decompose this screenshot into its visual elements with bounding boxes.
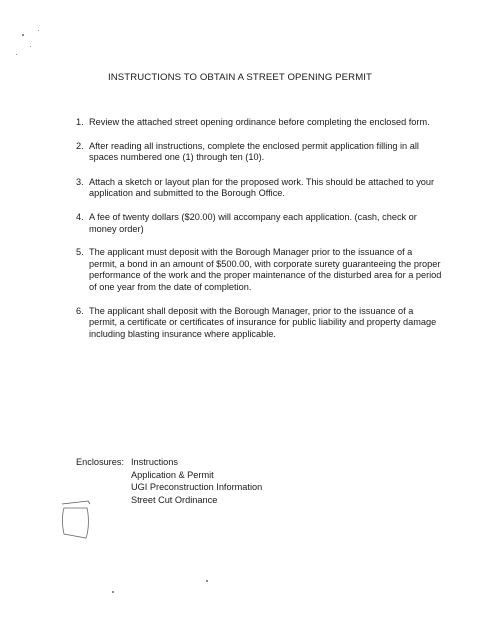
enclosures-block: [76, 456, 262, 506]
enclosures-list: [131, 456, 262, 506]
instruction-number: 5.: [76, 247, 84, 258]
instruction-item: [76, 306, 442, 341]
enclosure-item: UGI Preconstruction Information: [131, 482, 263, 493]
instruction-number: 2.: [76, 140, 84, 151]
instruction-text: Attach a sketch or layout plan for the proposed work. This should be attached to your application and submitted to the Borough Office.: [89, 176, 435, 199]
scan-speck: [30, 46, 31, 47]
scan-speck: [16, 54, 17, 55]
enclosures-label: Enclosures:: [76, 457, 125, 467]
enclosure-item: Street Cut Ordinance: [131, 494, 218, 505]
instruction-text: After reading all instructions, complete the enclosed permit application filling in all spaces numbered one (1) through ten (10).: [89, 140, 419, 163]
enclosure-item: Application & Permit: [131, 469, 214, 480]
instruction-item: [76, 247, 442, 293]
instruction-number: 3.: [76, 176, 84, 187]
instruction-item: [76, 177, 442, 200]
instruction-item: [76, 212, 442, 235]
instruction-number: 1.: [76, 117, 84, 127]
instruction-text: Review the attached street opening ordinance before completing the enclosed form.: [89, 117, 430, 127]
margin-bracket-mark: [58, 494, 98, 544]
instruction-number: 6.: [76, 305, 84, 316]
scan-speck: [22, 34, 24, 36]
instruction-number: 4.: [76, 211, 84, 222]
instruction-item: [76, 141, 442, 164]
scan-speck: [38, 30, 39, 31]
scan-speck: [206, 580, 208, 582]
scan-speck: [112, 591, 114, 593]
instruction-text: The applicant shall deposit with the Borough Manager, prior to the issuance of a permit, a certificate or certificates of insurance for public liability and property damage including blasting insurance where applicable.: [89, 305, 437, 339]
instruction-text: The applicant must deposit with the Borough Manager prior to the issuance of a permit, a bond in an amount of $500.00, with corporate surety guaranteeing the proper performance of the work and the proper maintenance of the disturbed area for a period of one year from the date of completion.: [89, 247, 442, 292]
instruction-list: [76, 117, 442, 340]
enclosure-item: Instructions: [131, 457, 178, 467]
instruction-text: A fee of twenty dollars ($20.00) will accompany each application. (cash, check or money order): [89, 211, 417, 234]
instruction-item: [76, 117, 442, 129]
page-title: INSTRUCTIONS TO OBTAIN A STREET OPENING PERMIT: [107, 72, 373, 83]
